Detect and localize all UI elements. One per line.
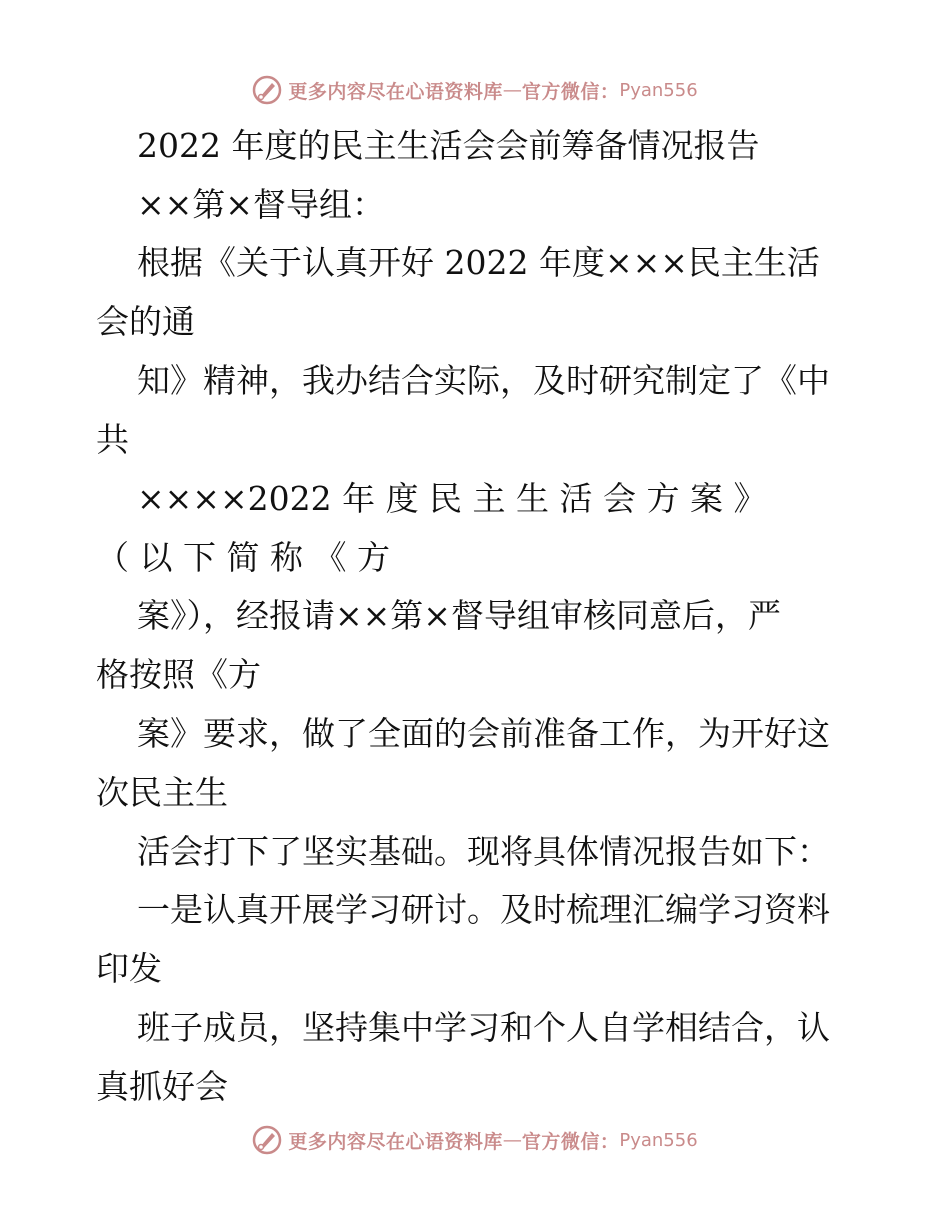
doc-line-5: 共 bbox=[96, 420, 129, 459]
watermark-wechat-id: Pyan556 bbox=[619, 1129, 698, 1151]
watermark-wechat-label: 官方微信： bbox=[521, 1130, 620, 1153]
watermark-wechat-label: 官方微信： bbox=[521, 80, 620, 103]
watermark-wechat-id: Pyan556 bbox=[619, 79, 698, 101]
doc-line-8: 案》），经报请××第×督导组审核同意后，严 bbox=[137, 596, 781, 635]
footer-watermark bbox=[0, 1120, 950, 1160]
watermark-separator: — bbox=[502, 1129, 522, 1151]
doc-line-14: 印发 bbox=[96, 949, 162, 988]
doc-line-1: ××第×督导组： bbox=[137, 185, 385, 224]
watermark-site-text: 更多内容尽在心语资料库 bbox=[288, 80, 503, 103]
watermark-site-text: 更多内容尽在心语资料库 bbox=[288, 1130, 503, 1153]
watermark-separator: — bbox=[502, 79, 522, 101]
doc-line-13: 一是认真开展学习研讨。及时梳理汇编学习资料 bbox=[137, 890, 830, 929]
doc-line-10: 案》要求，做了全面的会前准备工作，为开好这 bbox=[137, 714, 830, 753]
document-title: 2022 年度的民主生活会会前筹备情况报告 bbox=[137, 126, 760, 165]
doc-line-6: ××××2022 年 度 民 主 生 活 会 方 案 》 bbox=[137, 479, 767, 518]
header-watermark bbox=[0, 70, 950, 110]
doc-line-16: 真抓好会 bbox=[96, 1067, 228, 1106]
doc-line-3: 会的通 bbox=[96, 302, 195, 341]
doc-line-4: 知》精神，我办结合实际，及时研究制定了《中 bbox=[137, 361, 830, 400]
doc-line-15: 班子成员，坚持集中学习和个人自学相结合，认 bbox=[137, 1008, 830, 1047]
doc-line-11: 次民主生 bbox=[96, 773, 228, 812]
doc-line-12: 活会打下了坚实基础。现将具体情况报告如下： bbox=[137, 832, 830, 871]
doc-line-2: 根据《关于认真开好 2022 年度×××民主生活 bbox=[137, 243, 820, 282]
doc-line-9: 格按照《方 bbox=[96, 655, 261, 694]
doc-line-7: （ 以 下 简 称 《 方 bbox=[96, 538, 390, 577]
pen-logo-icon bbox=[252, 1125, 282, 1155]
pen-logo-icon bbox=[252, 75, 282, 105]
